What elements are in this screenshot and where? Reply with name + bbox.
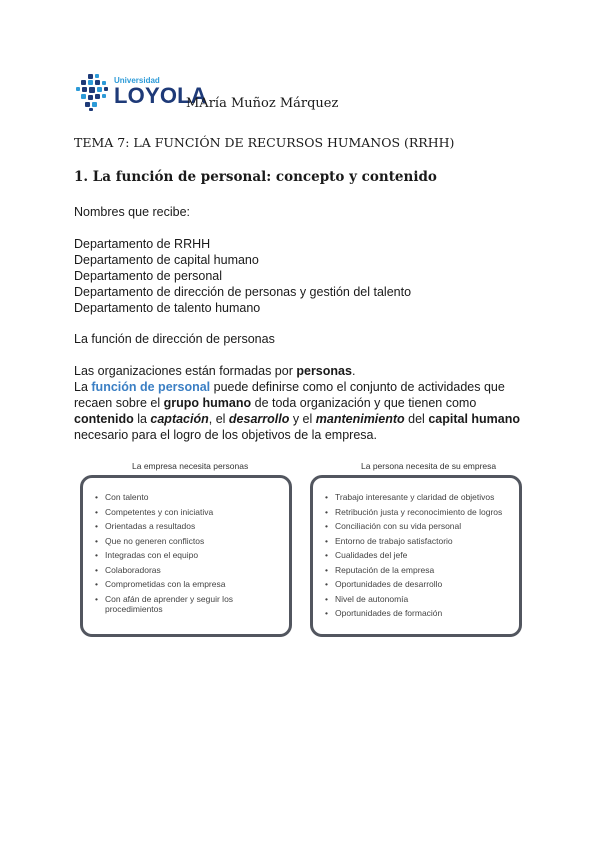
text-run: La: [74, 380, 92, 394]
list-item: Departamento de talento humano: [74, 301, 261, 315]
logo-university-label: Universidad: [114, 76, 160, 85]
list-item: • Trabajo interesante y claridad de objetivos: [323, 492, 513, 502]
list-item: Departamento de capital humano: [74, 253, 259, 267]
text-run: , el: [208, 412, 229, 426]
text-bold: contenido: [74, 412, 134, 426]
list-item: • Entorno de trabajo satisfactorio: [323, 536, 513, 546]
person-needs-box: [310, 475, 522, 637]
text-bold: capital humano: [428, 412, 520, 426]
list-item: • Con afán de aprender y seguir los procedimientos: [93, 594, 291, 614]
list-item: Departamento de RRHH: [74, 237, 211, 251]
section-heading: 1. La función de personal: concepto y contenido: [74, 169, 437, 185]
department-list: [74, 236, 411, 316]
list-item: Departamento de personal: [74, 269, 223, 283]
logo-name: LOYOLA: [114, 83, 207, 108]
paragraph-line-1: [74, 363, 529, 379]
university-logo: [74, 72, 207, 112]
text-run: del: [404, 412, 429, 426]
list-item: • Integradas con el equipo: [93, 550, 291, 560]
text-run: Las organizaciones están formadas por: [74, 364, 297, 378]
list-item: • Oportunidades de desarrollo: [323, 579, 513, 589]
text-bold: grupo humano: [163, 396, 252, 410]
paragraph-line-2: [74, 379, 529, 443]
list-item: • Nivel de autonomía: [323, 594, 513, 604]
direction-function-label: La función de dirección de personas: [74, 332, 275, 346]
text-bold: personas: [296, 364, 352, 378]
list-item: • Colaboradoras: [93, 565, 291, 575]
person-needs-list: [323, 492, 513, 623]
list-item: • Orientadas a resultados: [93, 521, 291, 531]
list-item: • Comprometidas con la empresa: [93, 579, 291, 589]
topic-title: TEMA 7: LA FUNCIÓN DE RECURSOS HUMANOS (RRHH): [74, 135, 455, 150]
list-item: • Competentes y con iniciativa: [93, 507, 291, 517]
author-name: MAría Muñoz Márquez: [186, 96, 339, 111]
list-item: • Con talento: [93, 492, 291, 502]
text-run: puede definirse como el conjunto de actividades que recaen sobre el: [74, 380, 505, 410]
text-bold-italic: mantenimiento: [315, 412, 405, 426]
list-item: • Oportunidades de formación: [323, 608, 513, 618]
list-item: Departamento de dirección de personas y gestión del talento: [74, 285, 412, 299]
names-label: Nombres que recibe:: [74, 205, 191, 219]
logo-mark-icon: [74, 72, 112, 112]
list-item: • Retribución justa y reconocimiento de logros: [323, 507, 513, 517]
body-paragraph: [74, 363, 529, 443]
text-run: necesario para el logro de los objetivos de la empresa.: [74, 428, 377, 442]
text-bold-italic: captación: [150, 412, 209, 426]
right-box-title: La persona necesita de su empresa: [361, 461, 497, 471]
list-item: • Que no generen conflictos: [93, 536, 291, 546]
list-item: • Conciliación con su vida personal: [323, 521, 513, 531]
text-run: de toda organización y que tienen como: [251, 396, 477, 410]
company-needs-list: [93, 492, 291, 618]
text-run: .: [351, 364, 356, 378]
list-item: • Cualidades del jefe: [323, 550, 513, 560]
list-item: • Reputación de la empresa: [323, 565, 513, 575]
highlight-term: función de personal: [91, 380, 211, 394]
text-bold-italic: desarrollo: [228, 412, 290, 426]
company-needs-box: [80, 475, 292, 637]
text-run: y el: [289, 412, 316, 426]
left-box-title: La empresa necesita personas: [132, 461, 249, 471]
text-run: la: [133, 412, 151, 426]
